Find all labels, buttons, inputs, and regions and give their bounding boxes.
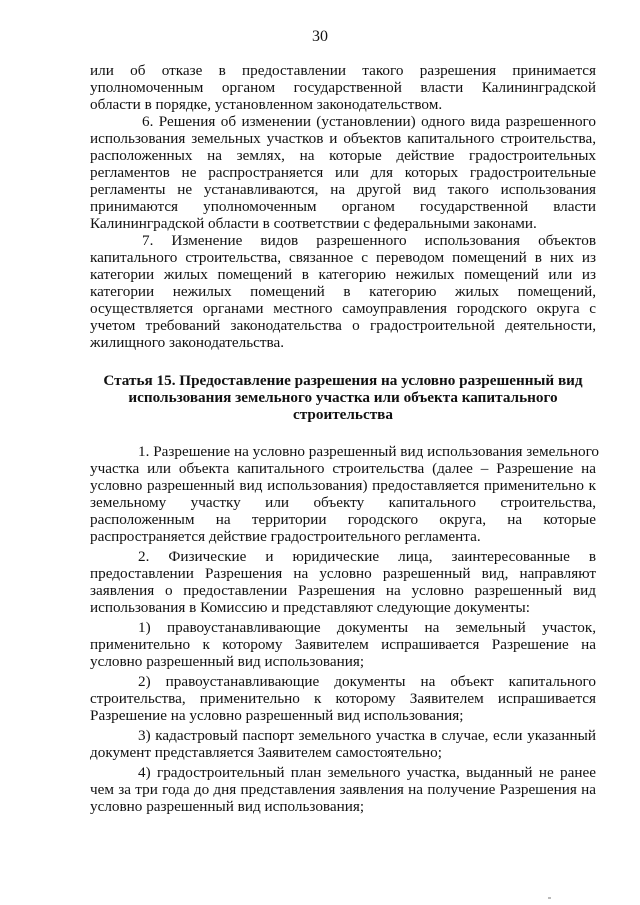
text-line: или об отказе в предоставлении такого разрешения принимается	[90, 62, 596, 79]
text-line: уполномоченным органом государственной власти Калининградской	[90, 79, 596, 96]
text-line: условно разрешенный вид использования;	[90, 653, 365, 670]
text-line: категории нежилых помещений в категорию жилых помещений,	[90, 283, 596, 300]
text-line: расположенных на землях, на которые действие градостроительных	[90, 147, 596, 164]
text-line: строительства, применительно к которому Заявителем испрашивается	[90, 690, 596, 707]
text-line: 4) градостроительный план земельного участка, выданный не ранее	[138, 764, 596, 781]
text-line: 2. Физические и юридические лица, заинтересованные в	[138, 548, 596, 565]
text-line: участка или объекта капитального строительства (далее – Разрешение на	[90, 460, 596, 477]
text-line: Калининградской области в соответствии с федеральными законами.	[90, 215, 537, 232]
text-line: осуществляется органами местного самоуправления городского округа с	[90, 300, 596, 317]
text-line: регламентов не распространяется или для которых градостроительные	[90, 164, 596, 181]
text-line: земельному участку или объекту капитального строительства,	[90, 494, 596, 511]
text-line: использования земельных участков и объектов капитального строительства,	[90, 130, 596, 147]
text-line: 1. Разрешение на условно разрешенный вид использования земельного	[138, 443, 600, 460]
text-line: капитального строительства, связанное с переводом помещений в них из	[90, 249, 596, 266]
text-line: 7. Изменение видов разрешенного использования объектов	[142, 232, 596, 249]
page-number: 30	[312, 28, 328, 45]
text-line: 2) правоустанавливающие документы на объект капитального	[138, 673, 596, 690]
text-line: чем за три года до дня представления заявления на получение Разрешения на	[90, 781, 596, 798]
text-line: учетом требований законодательства о градостроительной деятельности,	[90, 317, 596, 334]
text-line: области в порядке, установленном законодательством.	[90, 96, 443, 113]
text-line: 6. Решения об изменении (установлении) одного вида разрешенного	[142, 113, 596, 130]
text-line: регламенты не устанавливаются, на другой вид такого использования	[90, 181, 596, 198]
text-line: применительно к которому Заявителем испрашивается Разрешение на	[90, 636, 596, 653]
text-line: Разрешение на условно разрешенный вид использования;	[90, 707, 464, 724]
scan-speck	[548, 897, 551, 899]
text-line: 1) правоустанавливающие документы на земельный участок,	[138, 619, 596, 636]
article-heading: строительства	[293, 406, 393, 423]
text-line: распространяется действие градостроительного регламента.	[90, 528, 481, 545]
text-line: условно разрешенный вид использования) предоставляется применительно к	[90, 477, 596, 494]
text-line: 3) кадастровый паспорт земельного участка в случае, если указанный	[138, 727, 596, 744]
text-line: условно разрешенный вид использования;	[90, 798, 365, 815]
text-line: жилищного законодательства.	[90, 334, 285, 351]
article-heading: использования земельного участка или объекта капитального	[128, 389, 558, 406]
text-line: расположенным на территории городского округа, на которые	[90, 511, 596, 528]
text-line: документ представляется Заявителем самостоятельно;	[90, 744, 442, 761]
text-line: категории жилых помещений в категорию нежилых помещений или из	[90, 266, 596, 283]
article-heading: Статья 15. Предоставление разрешения на условно разрешенный вид	[103, 372, 583, 389]
text-line: принимаются уполномоченным органом государственной власти	[90, 198, 596, 215]
text-line: предоставлении Разрешения на условно разрешенный вид, направляют	[90, 565, 596, 582]
text-line: использования в Комиссию и представляют следующие документы:	[90, 599, 530, 616]
text-line: заявления о предоставлении Разрешения на условно разрешенный вид	[90, 582, 596, 599]
